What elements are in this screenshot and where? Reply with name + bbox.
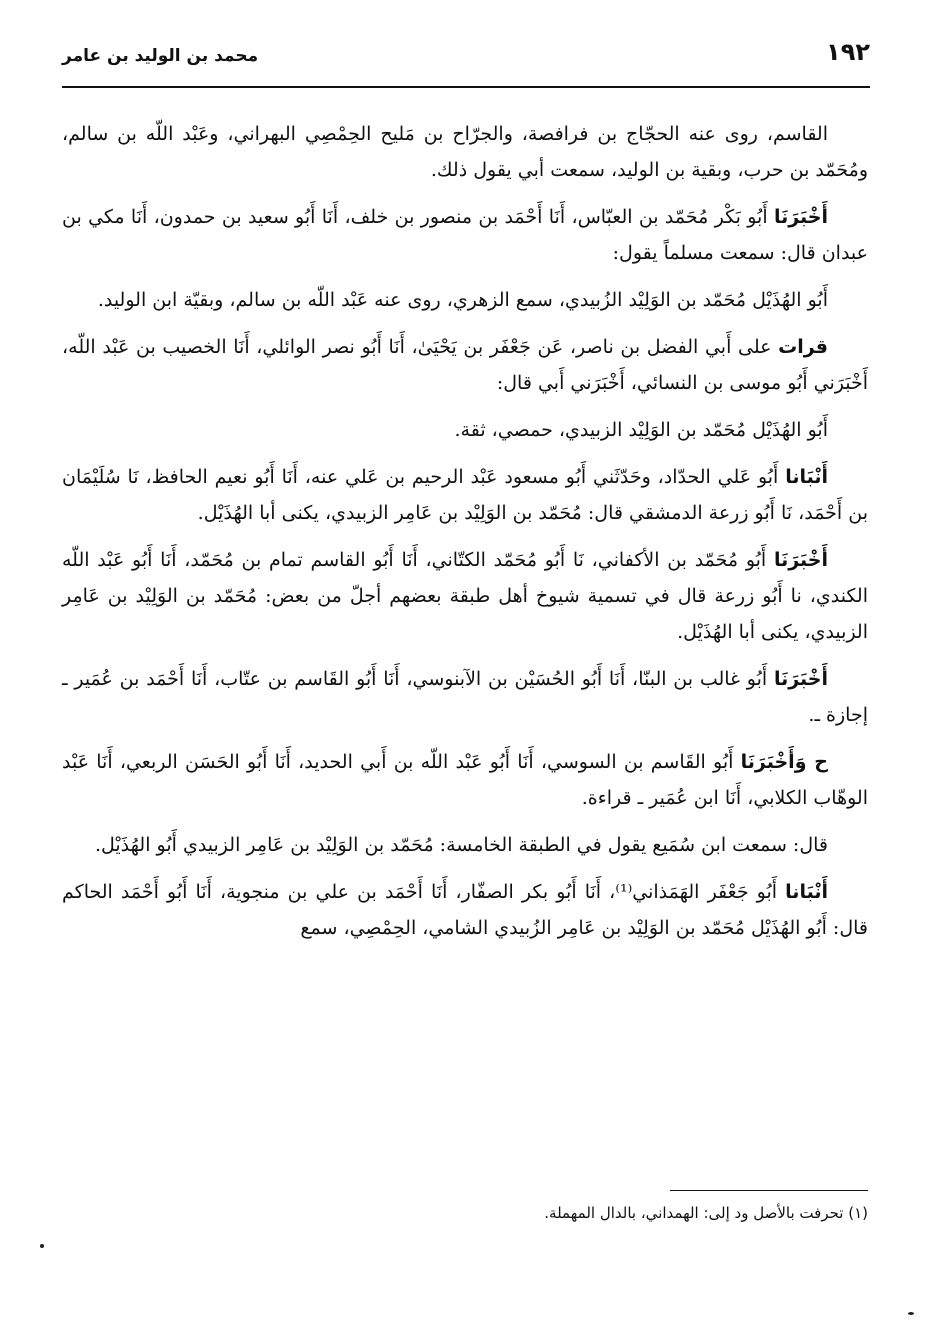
- footnote-rule: [670, 1190, 868, 1191]
- scan-speck: [908, 1312, 914, 1315]
- scan-speck: [40, 1244, 44, 1248]
- paragraph-text: قال: سمعت ابن سُمَيع يقول في الطبقة الخامسة: مُحَمّد بن الوَلِيْد بن عَامِر الزبيدي أَبُو الهُذَيْل.: [94, 834, 828, 856]
- paragraph: [62, 744, 868, 816]
- paragraph-text: أَبُو القَاسم بن السوسي، أَنَا أَبُو عَبْد اللّه بن أَبي الحديد، أَنَا أَبُو الحَسَن الربعي، أَنَا عَبْد الوهّاب الكلابي، أَنَا ابن عُمَير ـ قراءة.: [62, 751, 868, 809]
- paragraph-text: القاسم، روى عنه الحجّاج بن فرافصة، والجرّاح بن مَليح الحِمْصِي البهراني، وعَبْد اللّه بن سالم، ومُحَمّد بن حرب، وبقية بن الوليد، سمعت أبي يقول ذلك.: [62, 123, 868, 181]
- paragraph: [62, 459, 868, 531]
- header-rule: [62, 86, 870, 88]
- paragraph: [62, 199, 868, 271]
- paragraph-lead: ح وَأَخْبَرَنَا: [740, 751, 828, 773]
- paragraph: [62, 542, 868, 650]
- paragraph-lead: أَخْبَرَنَا: [773, 206, 828, 228]
- paragraph: [62, 329, 868, 401]
- paragraph-lead: أَنْبَانا: [785, 466, 828, 488]
- paragraph-lead: أَنْبَانا: [785, 881, 828, 903]
- paragraph-lead: أَخْبَرَنَا: [773, 549, 828, 571]
- paragraph: [62, 282, 868, 318]
- paragraph-text: أَبُو جَعْفَر الهَمَذاني⁽¹⁾، أَنَا أَبُو بكر الصفّار، أَنَا أَحْمَد بن علي بن منجوية، أَنَا أَبُو أَحْمَد الحاكم قال: أَبُو الهُذَيْل مُحَمّد بن الوَلِيْد بن عَامِر الزُبيدي الشامي، الحِمْصِي، سمع: [62, 881, 868, 939]
- paragraph-text: أَبُو عَلي الحدّاد، وحَدّثَني أَبُو مسعود عَبْد الرحيم بن عَلي عنه، أَنَا أَبُو نعيم الحافظ، نَا سُلَيْمَان بن أَحْمَد، نَا أَبُو زرعة الدمشقي قال: مُحَمّد بن الوَلِيْد بن عَامِر الزبيدي، يكنى أبا الهُذَيْل.: [62, 466, 868, 524]
- paragraph: [62, 661, 868, 733]
- paragraph: [62, 827, 868, 863]
- paragraph: [62, 874, 868, 946]
- paragraph-text: أَبُو بَكْر مُحَمّد بن العبّاس، أَنَا أَحْمَد بن منصور بن خلف، أَنَا أَبُو سعيد بن حمدون، أَنَا مكي بن عبدان قال: سمعت مسلماً يقول:: [62, 206, 868, 264]
- running-head: محمد بن الوليد بن عامر: [62, 46, 259, 66]
- paragraph-text: على أَبي الفضل بن ناصر، عَن جَعْفَر بن يَحْيَىٰ، أَنَا أَبُو نصر الوائلي، أَنَا الخصيب بن عَبْد اللّه، أَخْبَرَني أَبُو موسى بن النسائي، أَخْبَرَني أَبي قال:: [62, 336, 868, 394]
- paragraph-text: أَبُو غالب بن البنّا، أَنَا أَبُو الحُسَيْن بن الآبنوسي، أَنَا أَبُو القَاسم بن عتّاب، أَنَا أَحْمَد بن عُمَير ـ إجازة ـ.: [62, 668, 868, 726]
- paragraph: [62, 412, 868, 448]
- paragraph-text: أَبُو الهُذَيْل مُحَمّد بن الوَلِيْد الزبيدي، حمصي، ثقة.: [454, 419, 828, 441]
- main-text: [62, 116, 868, 957]
- page-number: ١٩٢: [826, 38, 870, 66]
- paragraph: [62, 116, 868, 188]
- paragraph-lead: أَخْبَرَنَا: [773, 668, 828, 690]
- footnote: (١) تحرفت بالأصل ود إلى: الهمداني، بالدال المهملة.: [544, 1204, 868, 1222]
- paragraph-lead: قرات: [778, 336, 828, 358]
- paragraph-text: أَبُو مُحَمّد بن الأكفاني، نَا أَبُو مُحَمّد الكتّاني، أَنَا أَبُو القاسم تمام بن مُحَمّد، أَنَا أَبُو عَبْد اللّه الكندي، نا أَبُو زرعة قال في تسمية شيوخ أهل طبقة بعضهم أجلّ من بعض: مُحَمّد بن الوَلِيْد بن عَامِر الزبيدي، يكنى أبا الهُذَيْل.: [62, 549, 868, 643]
- paragraph-text: أَبُو الهُذَيْل مُحَمّد بن الوَلِيْد الزُبيدي، سمع الزهري، روى عنه عَبْد اللّه بن سالم، وبقيّة ابن الوليد.: [97, 289, 828, 311]
- page-header: [62, 38, 870, 88]
